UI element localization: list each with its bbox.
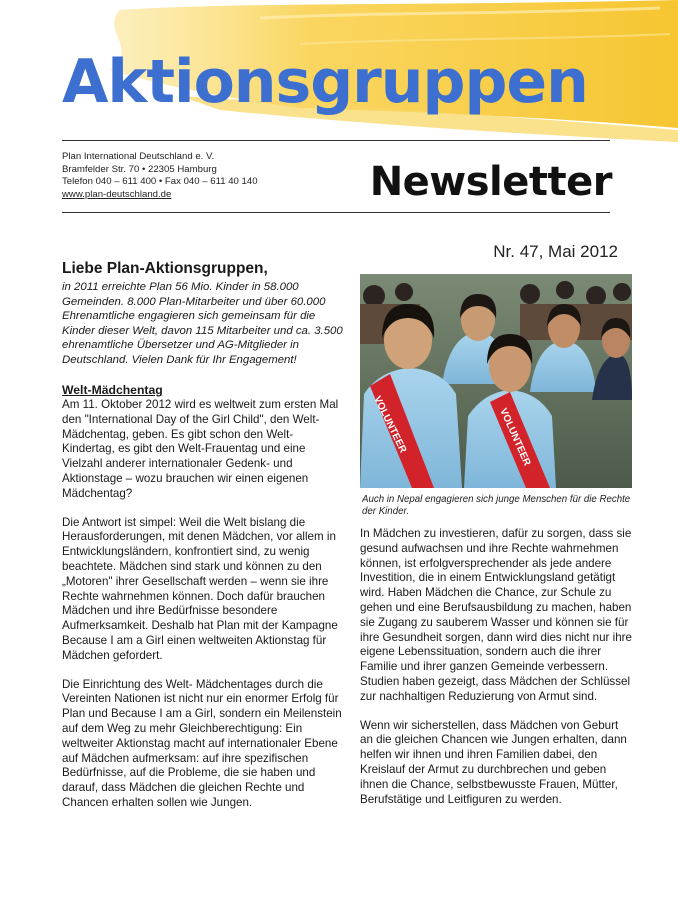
header-divider-bottom (62, 212, 610, 213)
right-column (360, 527, 634, 821)
sash-text: VOLUNTEER (497, 406, 533, 468)
paragraph: In Mädchen zu investieren, dafür zu sorgen, dass sie gesund aufwachsen und ihre Rechte wahrnehmen können, ist erfolgversprechender als jede andere Investition, die in einem Entwicklungsland getätigt wird. Haben Mädchen die Chance, zur Schule zu gehen und eine Berufsausbildung zu machen, haben sie Zugang zu sauberem Wasser und können sie für ihre Gesundheit sorgen, dann wird dies nicht nur ihre eigene Lebenssituation, sondern auch die ihrer Familie und ihrer ganzen Gemeinde verbessern. Studien haben gezeigt, dass Mädchen der Schlüssel zur nachhaltigen Reduzierung von Armut sind. (360, 527, 632, 703)
section-heading: Welt-Mädchentag (62, 383, 163, 397)
org-name: Plan International Deutschland e. V. (62, 151, 215, 162)
org-address: Bramfelder Str. 70 • 22305 Hamburg (62, 163, 217, 175)
organization-info (62, 151, 258, 201)
sash-text: VOLUNTEER (371, 394, 409, 455)
org-phone: Telefon 040 – 611 400 • Fax 040 – 611 40 140 (62, 176, 258, 188)
intro-text: in 2011 erreichte Plan 56 Mio. Kinder in 58.000 Gemeinden. 8.000 Plan-Mitarbeiter und über 60.000 Ehrenamtliche engagieren sich gemeinsam für die Kinder dieser Welt, davon 115 Mitarbeiter und ca. 3.500 ehrenamtliche Übersetzer und AG-Mitglieder in Deutschland. Vielen Dank für Ihr Engagement! (62, 281, 343, 366)
issue-number: Nr. 47, Mai 2012 (493, 242, 618, 261)
paragraph: Wenn wir sicherstellen, dass Mädchen von Geburt an die gleichen Chancen wie Jungen erhalten, dann helfen wir ihnen und ihren Familien dabei, den Kreislauf der Armut zu durchbrechen und geben ihnen die Chance, selbstbewusste Frauen, Mütter, Berufstätige und Leitfiguren zu werden. (360, 718, 627, 806)
paragraph: Am 11. Oktober 2012 wird es weltweit zum ersten Mal den "International Day of the Girl Child", den Welt-Mädchentag, geben. Es gibt schon den Welt-Kindertag, es gibt den Welt-Frauentag und eine Vielzahl anderer internationaler Gedenk- und Aktionstage – wozu brauchen wir einen eigenen Mädchentag? (62, 398, 339, 500)
page-title: Aktionsgruppen (62, 47, 588, 117)
paragraph: Die Einrichtung des Welt- Mädchentages durch die Vereinten Nationen ist nicht nur ein enormer Erfolg für Plan und Because I am a Girl, sondern ein Meilenstein auf dem Weg zu mehr Gleichberechtigung: Ein weltweiter Aktionstag macht auf internationaler Ebene auf Mädchen aufmerksam: auf ihre spezifischen Bedürfnisse, auf die Probleme, die sie haben und darauf, dass Mädchen die gleichen Rechte und Chancen erhalten sollen wie Jungen. (62, 677, 342, 809)
greeting: Liebe Plan-Aktionsgruppen, (62, 260, 268, 277)
left-column (62, 260, 344, 825)
header-divider-top (62, 140, 610, 141)
photo-caption: Auch in Nepal engagieren sich junge Menschen für die Rechte der Kinder. (362, 494, 631, 518)
volunteers-photo (360, 274, 632, 488)
newsletter-heading: Newsletter (369, 159, 612, 205)
paragraph: Die Antwort ist simpel: Weil die Welt bislang die Herausforderungen, mit denen Mädchen, vor allem in Entwicklungsländern, konfrontiert sind, zu wenig beachtete. Mädchen sind stark und können zu den „Motoren" ihrer Gesellschaft werden – wenn sie ihre Rechte wahrnehmen können. Doch dafür brauchen Mädchen und ihre Bedürfnisse besondere Aufmerksamkeit. Deshalb hat Plan mit der Kampagne Because I am a Girl einen weltweiten Aktionstag für Mädchen gefordert. (62, 515, 338, 662)
org-website-link[interactable]: www.plan-deutschland.de (62, 188, 172, 200)
